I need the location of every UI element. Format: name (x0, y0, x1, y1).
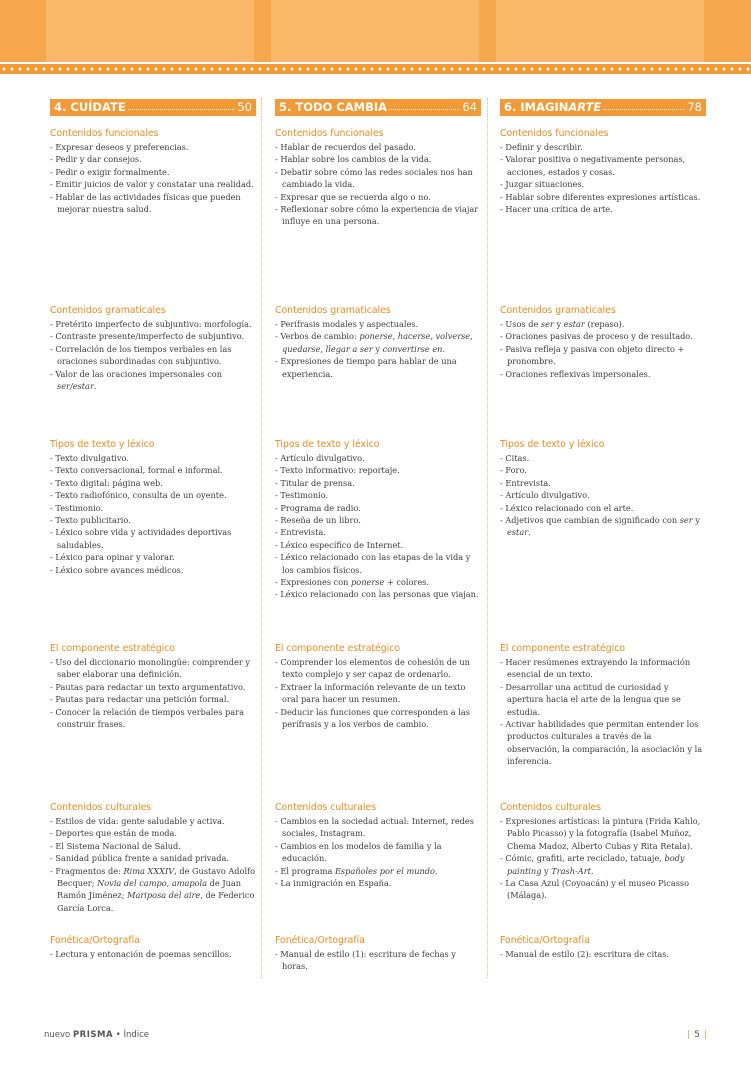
section-title: Contenidos gramaticales (500, 305, 616, 316)
list-item: - Sanidad pública frente a sanidad privada. (50, 852, 256, 864)
list-item: - Léxico relacionado con las etapas de la vida y los cambios físicos. (275, 551, 481, 576)
list-item: - Entrevista. (500, 477, 706, 489)
section-item-list (50, 948, 256, 960)
section-item-list (50, 141, 256, 215)
unit-header[interactable] (275, 99, 481, 116)
dot-leader (603, 101, 685, 110)
section-title: Tipos de texto y léxico (275, 439, 380, 450)
section-cultural-contents (275, 802, 481, 889)
section-item-list (275, 141, 481, 228)
section-item-list (500, 452, 706, 539)
section-strategic-component (500, 643, 706, 768)
list-item: - Valor de las oraciones impersonales con ser/estar. (50, 368, 256, 393)
list-item: - Pautas para redactar una petición formal. (50, 693, 256, 705)
list-item: - Expresiones con ponerse + colores. (275, 576, 481, 588)
list-item: - Expresiones de tiempo para hablar de una experiencia. (275, 355, 481, 380)
list-item: - Pedir y dar consejos. (50, 153, 256, 165)
list-item: - Valorar positiva o negativamente personas, acciones, estados y cosas. (500, 153, 706, 178)
section-title: Fonética/Ortografía (500, 935, 590, 946)
section-item-list (275, 948, 481, 973)
section-title: Contenidos culturales (275, 802, 377, 813)
list-item: - Texto radiofónico, consulta de un oyente. (50, 489, 256, 501)
section-title: El componente estratégico (275, 643, 401, 654)
section-title: Fonética/Ortografía (275, 935, 365, 946)
list-item: - Correlación de los tiempos verbales en las oraciones subordinadas con subjuntivo. (50, 343, 256, 368)
list-item: - Pretérito imperfecto de subjuntivo: morfología. (50, 318, 256, 330)
section-grammar-contents (275, 305, 481, 380)
section-text-types-lexicon (275, 439, 481, 601)
list-item: - Conocer la relación de tiempos verbales para construir frases. (50, 706, 256, 731)
section-title: Tipos de texto y léxico (50, 439, 155, 450)
list-item: - Léxico sobre vida y actividades deportivas saludables. (50, 526, 256, 551)
section-item-list (275, 318, 481, 380)
list-item: - El Sistema Nacional de Salud. (50, 840, 256, 852)
column-divider (261, 98, 262, 978)
section-title: Contenidos gramaticales (50, 305, 166, 316)
list-item: - Testimonio. (50, 502, 256, 514)
section-strategic-component (50, 643, 256, 730)
section-item-list (500, 948, 706, 960)
section-cultural-contents (50, 802, 256, 914)
list-item: - Foro. (500, 464, 706, 476)
section-phonetics-orthography (500, 935, 706, 960)
section-item-list (50, 318, 256, 392)
section-phonetics-orthography (50, 935, 256, 960)
list-item: - Texto informativo: reportaje. (275, 464, 481, 476)
section-title: Contenidos gramaticales (275, 305, 391, 316)
dot-leader (389, 101, 460, 110)
section-title: Contenidos funcionales (50, 128, 159, 139)
section-grammar-contents (50, 305, 256, 392)
list-item: - Extraer la información relevante de un texto oral para hacer un resumen. (275, 681, 481, 706)
list-item: - Entrevista. (275, 526, 481, 538)
dot-leader (128, 101, 236, 110)
column-divider (487, 98, 488, 978)
list-item: - Debatir sobre cómo las redes sociales nos han cambiado la vida. (275, 166, 481, 191)
list-item: - Comprender los elementos de cohesión de un texto complejo y ser capaz de ordenarlo. (275, 656, 481, 681)
list-item: - Léxico relacionado con las personas que viajan. (275, 588, 481, 600)
list-item: - Pasiva refleja y pasiva con objeto directo + pronombre. (500, 343, 706, 368)
top-decorative-band (0, 0, 751, 62)
list-item: - Perífrasis modales y aspectuales. (275, 318, 481, 330)
list-item: - Expresiones artísticas: la pintura (Frida Kahlo, Pablo Picasso) y la fotografía (Isabel Muñoz, Chema Madoz, Alberto Cubas y Rita Retala). (500, 815, 706, 852)
list-item: - Usos de ser y estar (repaso). (500, 318, 706, 330)
list-item: - Fragmentos de: Rima XXXIV, de Gustavo Adolfo Becquer; Novia del campo, amapola de Juan Ramón Jiménez; Mariposa del aire, de Federico García Lorca. (50, 865, 256, 915)
list-item: - Hacer resúmenes extrayendo la información esencial de un texto. (500, 656, 706, 681)
section-grammar-contents (500, 305, 706, 380)
list-item: - Deportes que están de moda. (50, 827, 256, 839)
section-cultural-contents (500, 802, 706, 902)
list-item: - Titular de prensa. (275, 477, 481, 489)
list-item: - Oraciones reflexivas impersonales. (500, 368, 706, 380)
list-item: - Lectura y entonación de poemas sencillos. (50, 948, 256, 960)
list-item: - Pedir o exigir formalmente. (50, 166, 256, 178)
section-title: Contenidos funcionales (275, 128, 384, 139)
list-item: - Oraciones pasivas de proceso y de resultado. (500, 330, 706, 342)
section-item-list (500, 318, 706, 380)
list-item: - Contraste presente/imperfecto de subjuntivo. (50, 330, 256, 342)
list-item: - Expresar deseos y preferencias. (50, 141, 256, 153)
list-item: - Expresar que se recuerda algo o no. (275, 191, 481, 203)
list-item: - Léxico sobre avances médicos. (50, 564, 256, 576)
page-footer (44, 1030, 709, 1044)
list-item: - Juzgar situaciones. (500, 178, 706, 190)
list-item: - Adjetivos que cambian de significado con ser y estar. (500, 514, 706, 539)
list-item: - Deducir las funciones que corresponden a las perífrasis y a los verbos de cambio. (275, 706, 481, 731)
list-item: - Texto conversacional, formal e informal. (50, 464, 256, 476)
unit-page-number: 64 (462, 100, 477, 114)
list-item: - Manual de estilo (2): escritura de citas. (500, 948, 706, 960)
list-item: - Léxico para opinar y valorar. (50, 551, 256, 563)
section-title: Contenidos culturales (50, 802, 152, 813)
footer-brand: nuevo PRISMA • Índice (44, 1030, 150, 1040)
unit-title: 5. TODO CAMBIA (279, 100, 388, 114)
list-item: - Léxico específico de Internet. (275, 539, 481, 551)
band-tab (496, 0, 704, 62)
unit-column-4 (50, 99, 256, 116)
list-item: - Cómic, grafiti, arte reciclado, tatuaje, body painting y Trash-Art. (500, 852, 706, 877)
unit-column-5 (275, 99, 481, 116)
list-item: - Hablar sobre los cambios de la vida. (275, 153, 481, 165)
list-item: - Texto divulgativo. (50, 452, 256, 464)
section-title: El componente estratégico (50, 643, 176, 654)
list-item: - La Casa Azul (Coyoacán) y el museo Picasso (Málaga). (500, 877, 706, 902)
list-item: - Hablar de las actividades físicas que pueden mejorar nuestra salud. (50, 191, 256, 216)
unit-title: 6. IMAGINARTE (504, 100, 602, 114)
section-text-types-lexicon (50, 439, 256, 576)
section-strategic-component (275, 643, 481, 730)
unit-page-number: 50 (237, 100, 252, 114)
band-tab (271, 0, 479, 62)
unit-header[interactable] (500, 99, 706, 116)
list-item: - Hacer una crítica de arte. (500, 203, 706, 215)
list-item: - Texto digital: página web. (50, 477, 256, 489)
list-item: - Uso del diccionario monolingüe: comprender y saber elaborar una definición. (50, 656, 256, 681)
section-title: Contenidos funcionales (500, 128, 609, 139)
list-item: - Texto publicitario. (50, 514, 256, 526)
section-item-list (275, 656, 481, 730)
band-tab (46, 0, 254, 62)
list-item: - Definir y describir. (500, 141, 706, 153)
list-item: - La inmigración en España. (275, 877, 481, 889)
footer-page-number: | 5 | (687, 1030, 707, 1040)
section-item-list (50, 656, 256, 730)
list-item: - Hablar sobre diferentes expresiones artísticas. (500, 191, 706, 203)
section-title: El componente estratégico (500, 643, 626, 654)
unit-title: 4. CUÍDATE (54, 100, 126, 114)
list-item: - Citas. (500, 452, 706, 464)
list-item: - Desarrollar una actitud de curiosidad y apertura hacia el arte de la lengua que se estudia. (500, 681, 706, 718)
list-item: - Léxico relacionado con el arte. (500, 502, 706, 514)
unit-column-6 (500, 99, 706, 116)
section-title: Contenidos culturales (500, 802, 602, 813)
section-item-list (275, 815, 481, 889)
list-item: - Manual de estilo (1): escritura de fechas y horas. (275, 948, 481, 973)
section-item-list (500, 656, 706, 768)
list-item: - Pautas para redactar un texto argumentativo. (50, 681, 256, 693)
section-title: Fonética/Ortografía (50, 935, 140, 946)
list-item: - Programa de radio. (275, 502, 481, 514)
list-item: - Artículo divulgativo. (275, 452, 481, 464)
section-functional-contents (50, 128, 256, 215)
section-item-list (50, 815, 256, 914)
list-item: - Cambios en los modelos de familia y la educación. (275, 840, 481, 865)
list-item: - Activar habilidades que permitan entender los productos culturales a través de la observación, la comparación, la asociación y la inferencia. (500, 718, 706, 768)
list-item: - Estilos de vida: gente saludable y activa. (50, 815, 256, 827)
section-text-types-lexicon (500, 439, 706, 539)
list-item: - Verbos de cambio: ponerse, hacerse, volverse, quedarse, llegar a ser y convertirse en. (275, 330, 481, 355)
list-item: - Hablar de recuerdos del pasado. (275, 141, 481, 153)
list-item: - Cambios en la sociedad actual: Internet, redes sociales, Instagram. (275, 815, 481, 840)
section-item-list (50, 452, 256, 576)
section-item-list (500, 141, 706, 215)
list-item: - Reflexionar sobre cómo la experiencia de viajar influye en una persona. (275, 203, 481, 228)
list-item: - Testimonio. (275, 489, 481, 501)
unit-header[interactable] (50, 99, 256, 116)
list-item: - Emitir juicios de valor y constatar una realidad. (50, 178, 256, 190)
list-item: - Reseña de un libro. (275, 514, 481, 526)
section-phonetics-orthography (275, 935, 481, 973)
section-title: Tipos de texto y léxico (500, 439, 605, 450)
list-item: - El programa Españoles por el mundo. (275, 865, 481, 877)
section-item-list (500, 815, 706, 902)
section-functional-contents (500, 128, 706, 215)
section-item-list (275, 452, 481, 601)
dotted-stripe (0, 64, 751, 74)
list-item: - Artículo divulgativo. (500, 489, 706, 501)
section-functional-contents (275, 128, 481, 228)
unit-page-number: 78 (687, 100, 702, 114)
